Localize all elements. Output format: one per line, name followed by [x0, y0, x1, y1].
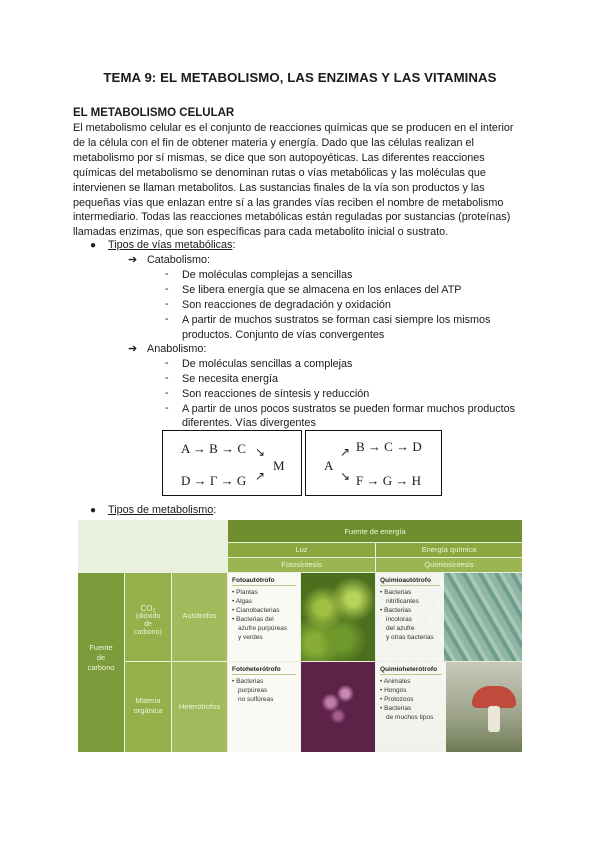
- bullet-tipos-colon: :: [213, 504, 217, 516]
- divergent-substrate-a: A: [324, 458, 334, 473]
- heterotrophs-label: Heterótrofos: [178, 702, 221, 711]
- carbon-source-label: [78, 643, 124, 673]
- organic-matter-line: orgánica: [133, 706, 163, 715]
- list-item: Protozoos: [384, 696, 414, 703]
- photoheterotroph-heading: Fotoheterótrofo: [232, 666, 296, 675]
- section-heading: EL METABOLISMO CELULAR: [73, 107, 235, 119]
- bullet-dot-icon: ●: [90, 505, 97, 516]
- catabolismo-item: A partir de muchos sustratos se forman casi siempre los mismos: [182, 314, 491, 326]
- co2-label-block: [125, 605, 171, 637]
- autotrophs-label: Autótrofos: [182, 611, 217, 620]
- energy-source-label: Fuente de energía: [344, 527, 406, 536]
- list-item: Bacterias del: [236, 616, 274, 623]
- paragraph-line: metabolismo por sí mismas, se dice que son autopoyéticas. Las diferentes reacciones: [73, 151, 485, 164]
- list-item: Animales: [383, 678, 411, 685]
- paragraph-line: El metabolismo celular es el conjunto de reacciones químicas que se producen en el interior: [73, 122, 514, 134]
- list-item: azufre purpúreas: [238, 625, 288, 632]
- intro-paragraph: [73, 121, 529, 240]
- paragraph-line: pequeñas vías que enlazan entre sí a las grandes vías reciben el nombre de metabolismo: [73, 196, 504, 209]
- catabolismo-item: Se libera energía que se almacena en los enlaces del ATP: [182, 284, 462, 296]
- dash-icon: -: [165, 313, 169, 325]
- arrow-up-right-icon: ↗: [255, 469, 266, 483]
- chemical-energy-label: Energía química: [421, 545, 477, 554]
- anabolismo-label: Anabolismo:: [147, 343, 207, 355]
- paragraph-line: intervienen se llaman metabolitos. Las sustancias finales de la vía son productos y las: [73, 181, 485, 194]
- paragraph-line: llamadas enzimas, que son específicas para cada metabolito inicial o sustrato.: [73, 226, 449, 239]
- chemosynthesis-label: Quimiosíntesis: [424, 560, 474, 569]
- photoautotroph-cell: [228, 573, 300, 661]
- purple-bacteria-photo: [301, 662, 375, 752]
- list-item: Bacterias: [384, 705, 412, 712]
- mushroom-cap-icon: [472, 686, 516, 708]
- arrow-up-right-icon: ↗: [340, 445, 351, 459]
- metabolism-types-figure: [78, 520, 522, 752]
- carbon-source-column: [78, 573, 124, 752]
- convergent-pathway-diagram: [162, 430, 302, 496]
- list-item: nitrificantes: [386, 598, 419, 605]
- catabolismo-item: De moléculas complejas a sencillas: [182, 269, 353, 281]
- dash-icon: -: [165, 298, 169, 310]
- chemoautotroph-cell: [376, 573, 444, 661]
- bullet-vias-colon: :: [232, 239, 236, 251]
- anabolismo-item: De moléculas sencillas a complejas: [182, 358, 353, 370]
- list-item: Hongos: [384, 687, 407, 694]
- header-energy: [228, 520, 522, 542]
- dash-icon: -: [165, 268, 169, 280]
- list-item: Cianobacterias: [236, 607, 280, 614]
- dash-icon: -: [165, 372, 169, 384]
- photoheterotroph-cell: [228, 662, 300, 752]
- header-chemosynthesis: [376, 558, 522, 572]
- photoautotroph-list: • Plantas • Algas • Cianobacterias • Bacterias del azufre purpúreas y verdes: [232, 588, 296, 642]
- list-item: Bacterias: [384, 607, 412, 614]
- bullet-vias: [108, 238, 235, 253]
- list-item: Plantas: [236, 589, 258, 596]
- list-item: purpúreas: [238, 687, 268, 694]
- co2-label: CO₂: [140, 604, 156, 613]
- chemoheterotroph-cell: [376, 662, 446, 752]
- anabolismo-item: Son reacciones de síntesis y reducción: [182, 388, 370, 400]
- anabolismo-item: diferentes. Vías divergentes: [182, 417, 316, 429]
- chemoautotroph-heading: Quimioautótrofo: [380, 577, 440, 586]
- convergent-product-m: M: [273, 458, 285, 473]
- carbon-source-line: carbono: [87, 663, 115, 672]
- anabolismo-item: Se necesita energía: [182, 373, 279, 385]
- co2-sub: carbono): [134, 629, 162, 636]
- arrow-right-icon: ➔: [128, 343, 138, 355]
- carbon-source-line: de: [96, 653, 106, 662]
- page-title: TEMA 9: EL METABOLISMO, LAS ENZIMAS Y LAS VITAMINAS: [103, 70, 497, 85]
- convergent-row-top: A → B → C: [181, 441, 247, 456]
- arrow-right-icon: ➔: [128, 254, 138, 266]
- catabolismo-item: productos. Conjunto de vías convergentes: [182, 329, 385, 341]
- photoheterotroph-list: • Bacterias purpúreas no sulfúreas: [232, 677, 296, 704]
- organic-matter-cell: [125, 662, 171, 752]
- list-item: Bacterias: [236, 678, 264, 685]
- paragraph-line: de la célula con el fin de obtener materia y energía. Dado que las células realizan el: [73, 136, 474, 149]
- photosynthesis-label: Fotosíntesis: [281, 560, 322, 569]
- co2-sub: de: [144, 621, 152, 628]
- dash-icon: -: [165, 402, 169, 414]
- divergent-row-bottom: F → G → H: [356, 473, 422, 488]
- photoautotroph-heading: Fotoautótrofo: [232, 577, 296, 586]
- bullet-vias-label: Tipos de vías metabólicas: [108, 239, 233, 251]
- chemoautotroph-list: • Bacterias nitrificantes • Bacterias incoloras del azufre y otras bacterias: [380, 588, 440, 642]
- header-chemical: [376, 543, 522, 557]
- mushroom-stem-icon: [488, 706, 500, 732]
- paragraph-line: intermediario. Todas las reacciones metabólicas están reguladas por sustancias (proteínas): [73, 211, 511, 224]
- convergent-row-bottom: D → Γ → G: [181, 473, 247, 488]
- chemoheterotroph-heading: Quimioheterótrofo: [380, 666, 442, 675]
- list-item: Bacterias: [384, 589, 412, 596]
- arrow-down-right-icon: ↘: [255, 445, 266, 459]
- header-photosynthesis: [228, 558, 375, 572]
- list-item: incoloras: [386, 616, 413, 623]
- co2-sub: (dióxido: [135, 613, 161, 620]
- arrow-down-right-icon: ↘: [340, 469, 351, 483]
- list-item: y otras bacterias: [386, 634, 434, 641]
- divergent-pathway-diagram: [305, 430, 442, 496]
- bullet-tipos-label: Tipos de metabolismo: [108, 504, 214, 516]
- moss-photo: [301, 573, 375, 661]
- organic-matter-label: [125, 696, 171, 716]
- chemoheterotroph-list: • Animales • Hongos • Protozoos • Bacterias de muchos tipos: [380, 677, 442, 722]
- co2-cell: [125, 573, 171, 661]
- catabolismo-item: Son reacciones de degradación y oxidación: [182, 299, 391, 311]
- divergent-row-top: B → C → D: [356, 439, 422, 454]
- dash-icon: -: [165, 283, 169, 295]
- dash-icon: -: [165, 357, 169, 369]
- bullet-tipos: [108, 503, 216, 518]
- catabolismo-label: Catabolismo:: [147, 254, 211, 266]
- organic-matter-line: Materia: [135, 696, 161, 705]
- list-item: de muchos tipos: [386, 714, 434, 721]
- list-item: no sulfúreas: [238, 696, 274, 703]
- header-light: [228, 543, 375, 557]
- bullet-dot-icon: ●: [90, 240, 97, 251]
- heterotrophs-cell: [172, 662, 227, 752]
- carbon-source-line: Fuente: [89, 643, 113, 652]
- paragraph-line: químicas del metabolismo se denominan rutas o vías metabólicas y las moléculas que: [73, 166, 486, 179]
- light-label: Luz: [295, 545, 308, 554]
- list-item: del azufre: [386, 625, 415, 632]
- anabolismo-item: A partir de unos pocos sustratos se pueden formar muchos productos: [182, 403, 516, 415]
- autotrophs-cell: [172, 573, 227, 661]
- list-item: Algas: [235, 598, 252, 605]
- list-item: y verdes: [238, 634, 263, 641]
- dash-icon: -: [165, 387, 169, 399]
